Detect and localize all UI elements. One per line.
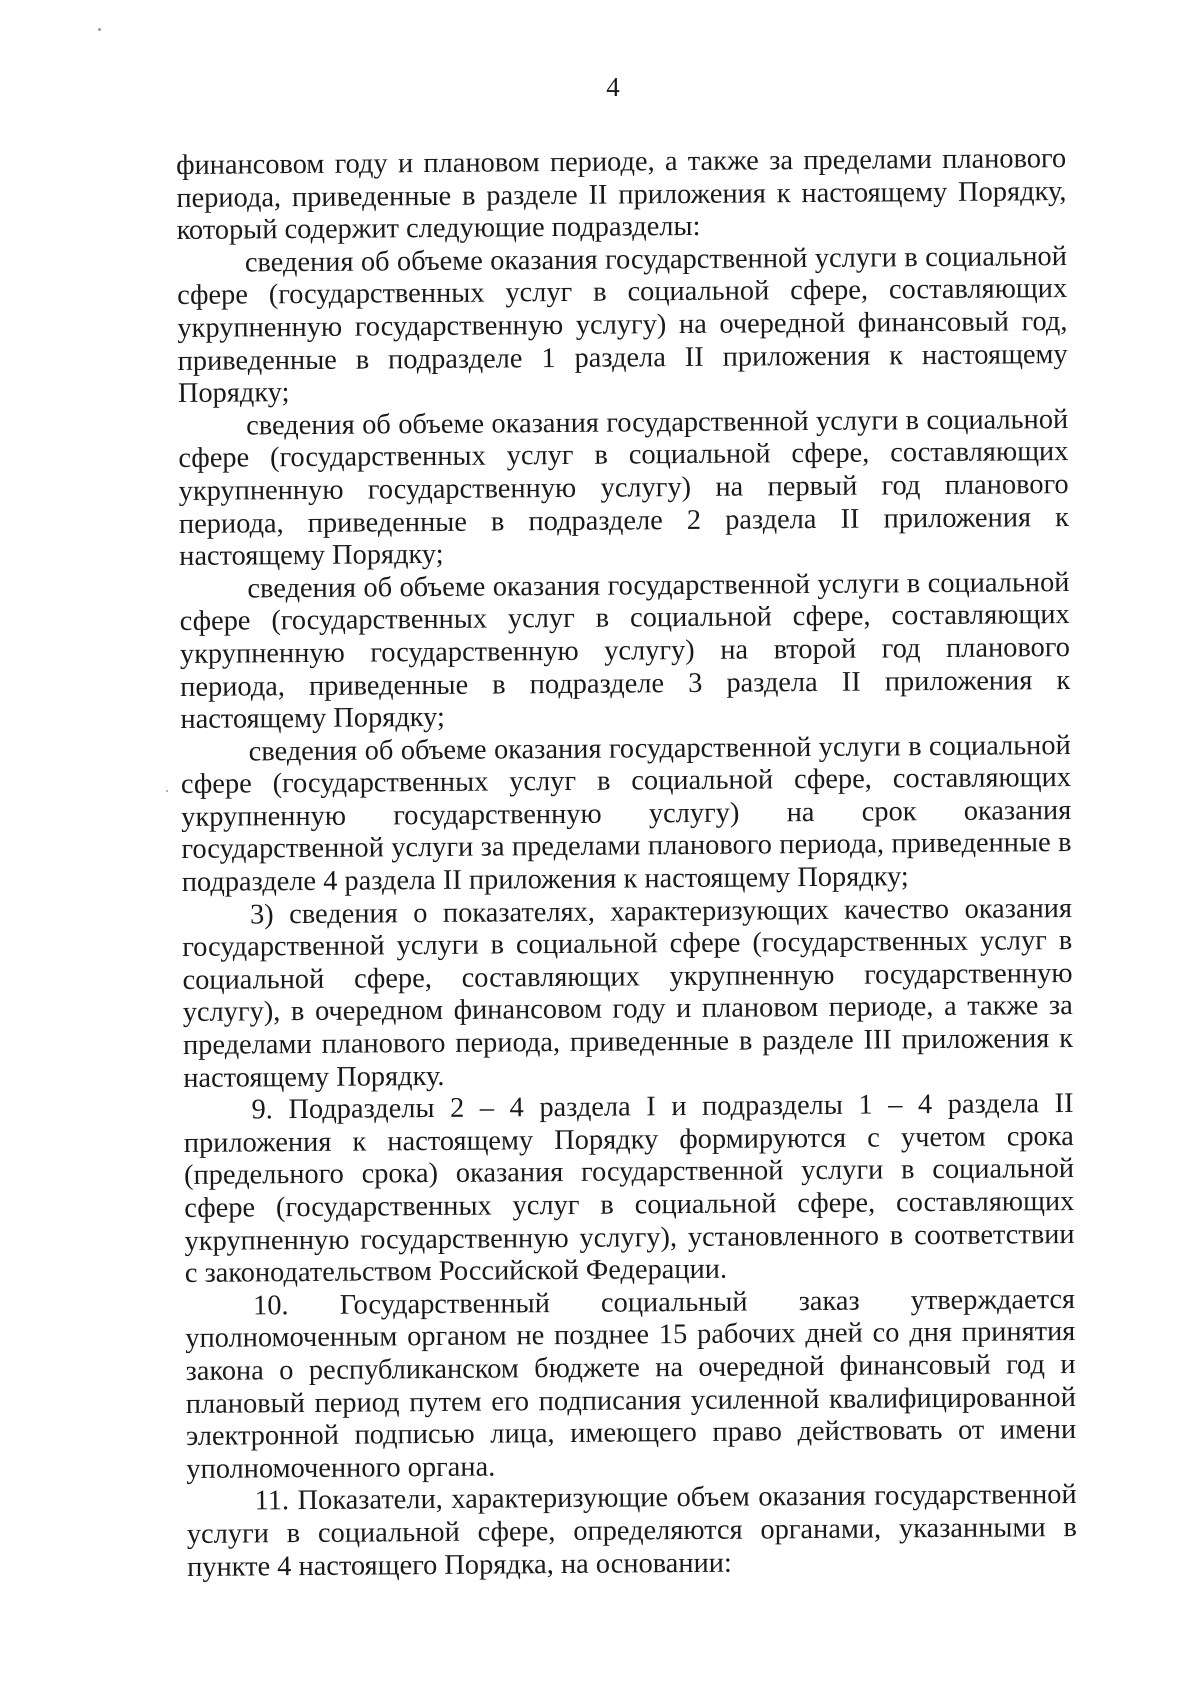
paragraph-subsection-3: сведения об объеме оказания государственной услуги в социальной сфере (государственных услуг в социальной сфере, составляющих укрупненную государственную услугу) на второй год планового периода, приведенные в подразделе 3 раздела II приложения к настоящему Порядку;	[179, 566, 1071, 736]
scan-speck	[98, 28, 101, 31]
scan-speck	[166, 790, 168, 792]
page-number: 4	[606, 72, 620, 102]
paragraph-subsection-2: сведения об объеме оказания государственной услуги в социальной сфере (государственных услуг в социальной сфере, составляющих укрупненную государственную услугу) на первый год планового периода, приведенные в подразделе 2 раздела II приложения к настоящему Порядку;	[178, 403, 1070, 573]
paragraph-subsection-1: сведения об объеме оказания государственной услуги в социальной сфере (государственных услуг в социальной сфере, составляющих укрупненную государственную услугу) на очередной финансовый год, приведенные в подразделе 1 раздела II приложения к настоящему Порядку;	[177, 240, 1068, 410]
document-body	[176, 143, 1077, 1584]
paragraph-continuation: финансовом году и плановом периоде, а также за пределами планового периода, приведенные в разделе II приложения к настоящему Порядку, который содержит следующие подразделы:	[176, 143, 1067, 247]
paragraph-clause-11: 11. Показатели, характеризующие объем оказания государственной услуги в социальной сфере, определяются органами, указанными в пункте 4 настоящего Порядка, на основании:	[186, 1479, 1077, 1583]
paragraph-subsection-4: сведения об объеме оказания государственной услуги в социальной сфере (государственных услуг в социальной сфере, составляющих укрупненную государственную услугу) на срок оказания государственной услуги за пределами планового периода, приведенные в подразделе 4 раздела II приложения к настоящему Порядку;	[180, 729, 1072, 899]
paragraph-clause-10: 10. Государственный социальный заказ утверждается уполномоченным органом не позднее 15 рабочих дней со дня принятия закона о республиканском бюджете на очередной финансовый год и плановый период путем его подписания усиленной квалифицированной электронной подписью лица, имеющего право действовать от имени уполномоченного органа.	[185, 1283, 1077, 1485]
paragraph-clause-9: 9. Подразделы 2 – 4 раздела I и подразделы 1 – 4 раздела II приложения к настоящему Порядку формируются с учетом срока (предельного срока) оказания государственной услуги в социальной сфере (государственных услуг в социальной сфере, составляющих укрупненную государственную услугу), установленного в соответствии с законодательством Российской Федерации.	[183, 1088, 1075, 1290]
paragraph-item-3: 3) сведения о показателях, характеризующих качество оказания государственной услуги в социальной сфере (государственных услуг в социальной сфере, составляющих укрупненную государственную услугу), в очередном финансовом году и плановом периоде, а также за пределами планового периода, приведенные в разделе III приложения к настоящему Порядку.	[182, 892, 1074, 1094]
